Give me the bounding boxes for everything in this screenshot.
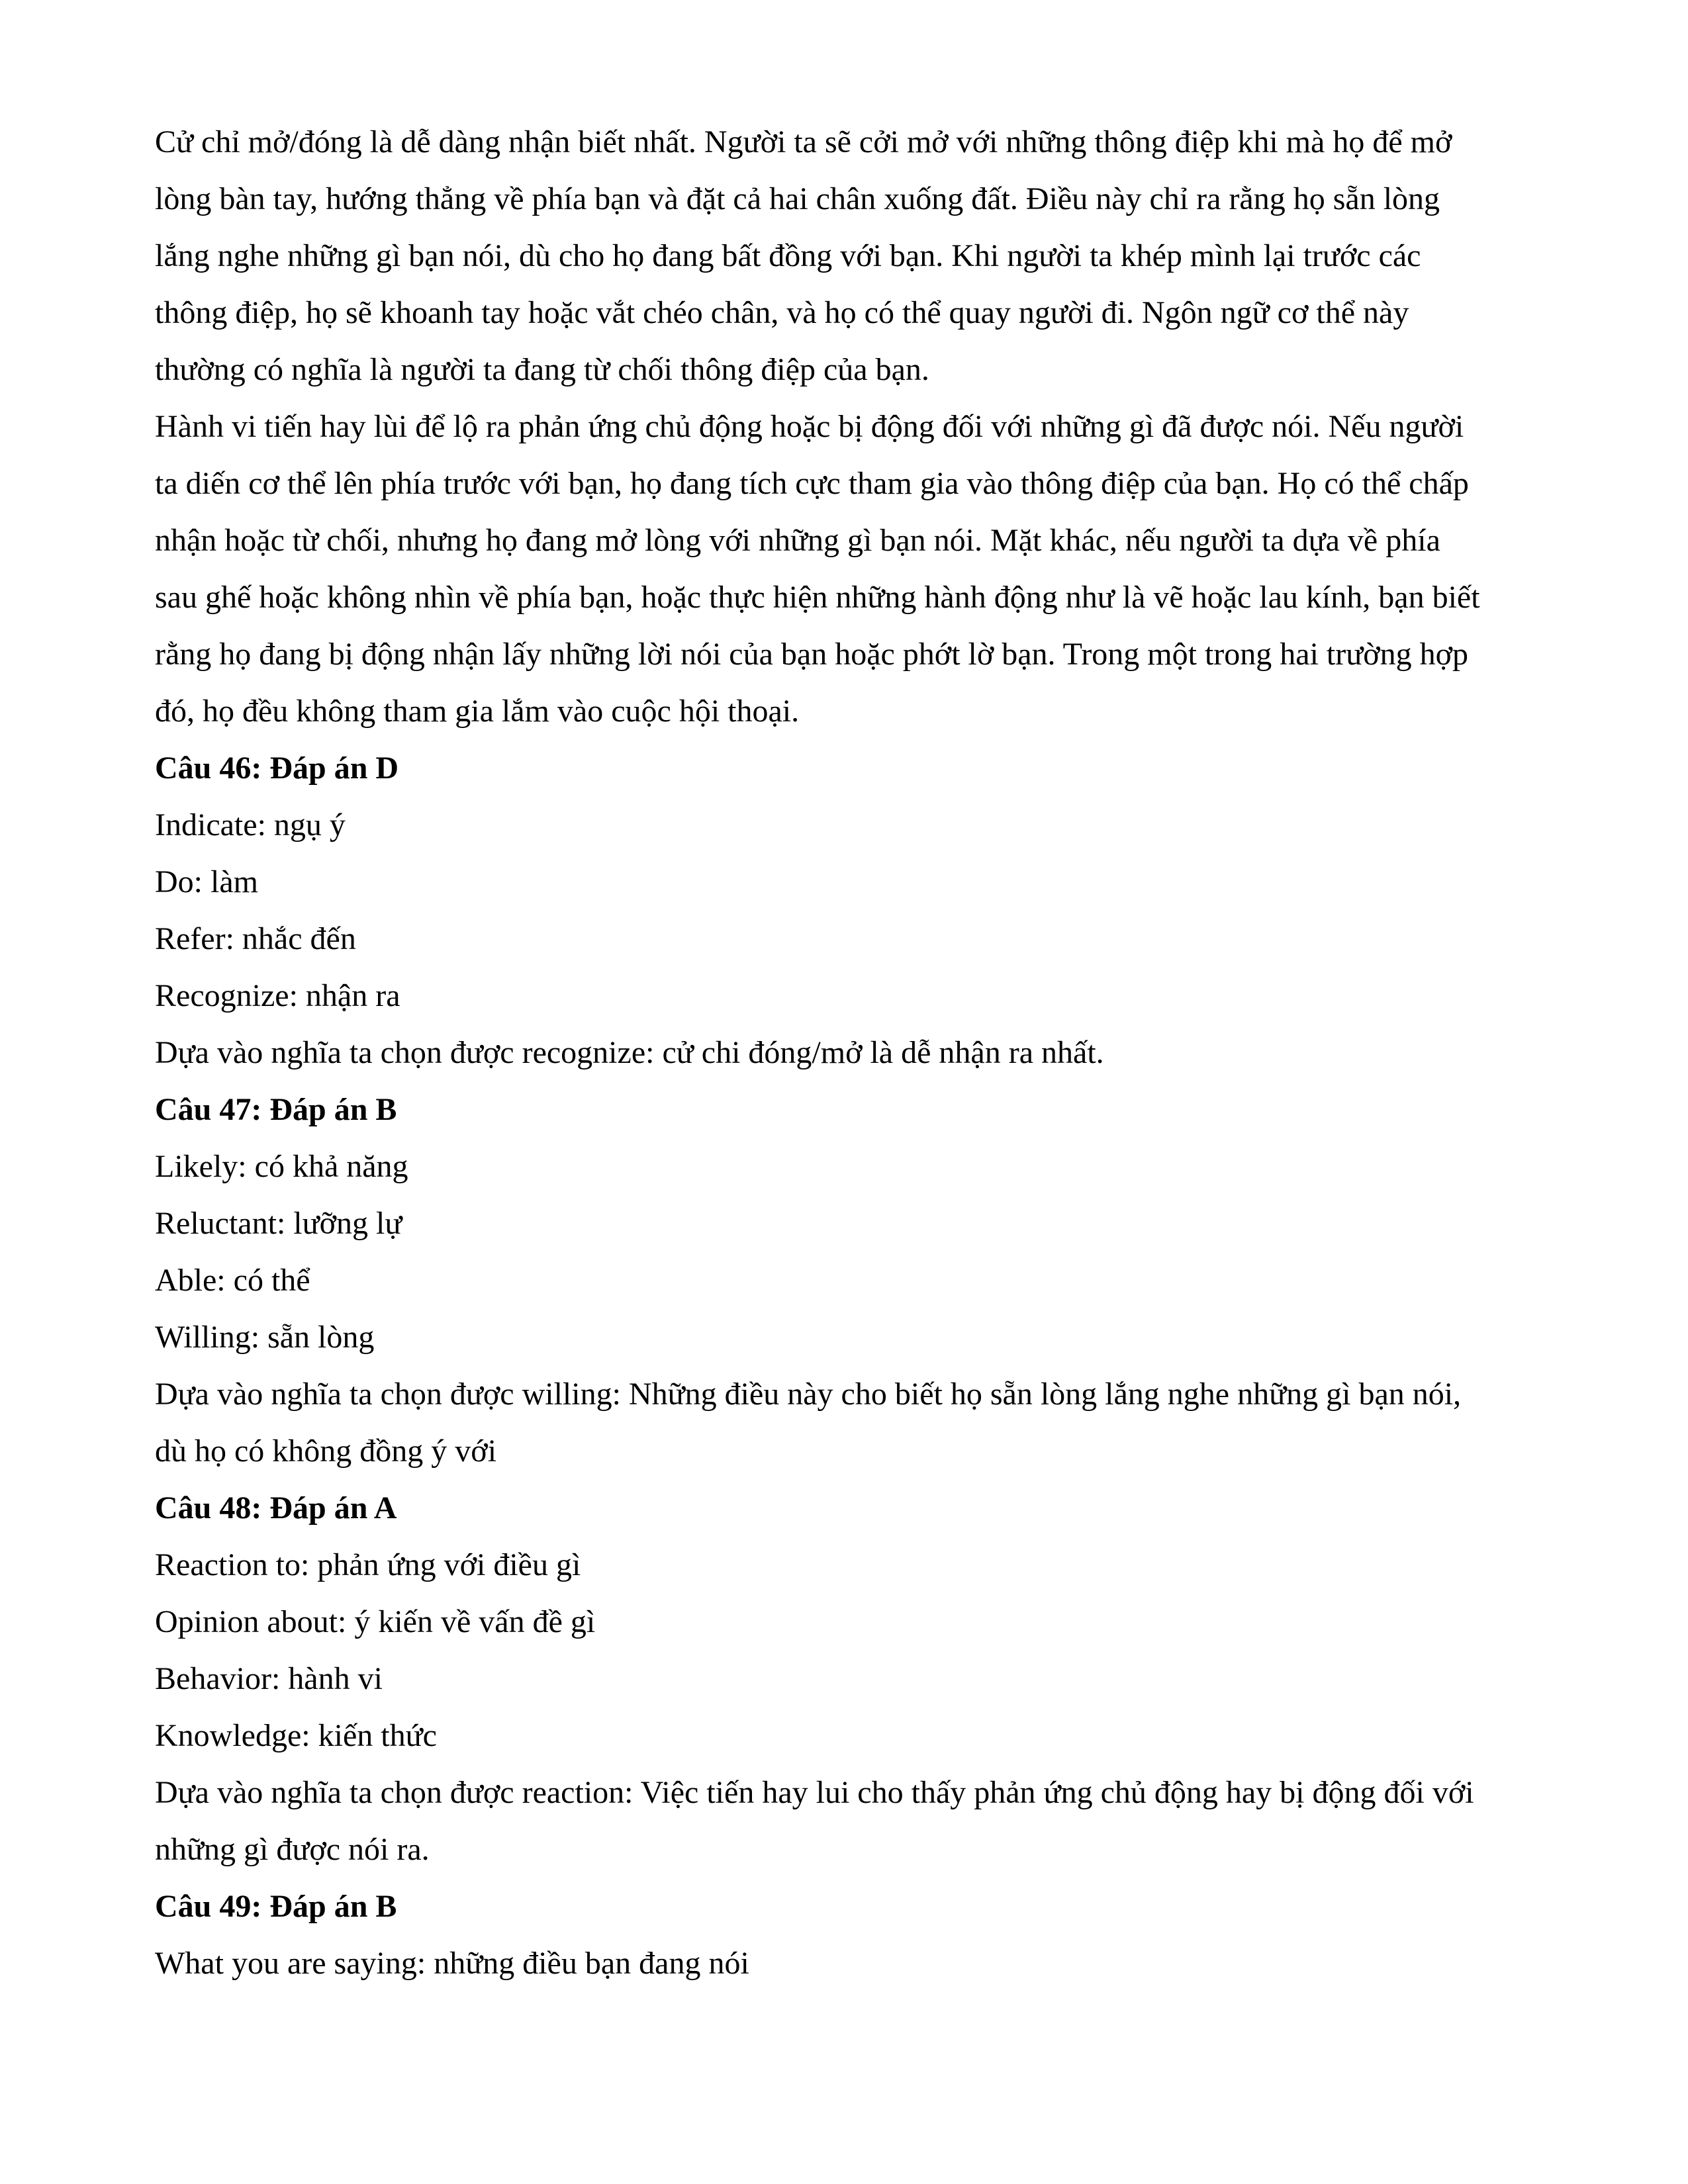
question-48-heading: Câu 48: Đáp án A bbox=[155, 1490, 397, 1525]
q47-explanation: Dựa vào nghĩa ta chọn được willing: Những điều này cho biết họ sẵn lòng lắng nghe những gì bạn nói, dù họ có không đồng ý với bbox=[155, 1377, 1462, 1469]
q46-item: Indicate: ngụ ý bbox=[155, 807, 346, 842]
q46-explanation: Dựa vào nghĩa ta chọn được recognize: cử chi đóng/mở là dễ nhận ra nhất. bbox=[155, 1035, 1104, 1070]
q48-item: Opinion about: ý kiến về vấn đề gì bbox=[155, 1604, 596, 1639]
q46-item: Recognize: nhận ra bbox=[155, 978, 400, 1013]
q46-item: Do: làm bbox=[155, 864, 258, 899]
q49-item: What you are saying: những điều bạn đang nói bbox=[155, 1946, 749, 1981]
q48-item: Behavior: hành vi bbox=[155, 1661, 383, 1696]
q48-explanation: Dựa vào nghĩa ta chọn được reaction: Việc tiến hay lui cho thấy phản ứng chủ động hay bị động đối với những gì được nói ra. bbox=[155, 1775, 1474, 1867]
paragraph-forward-back: Hành vi tiến hay lùi để lộ ra phản ứng chủ động hoặc bị động đối với những gì đã được nói. Nếu người ta diến cơ thể lên phía trước với bạn, họ đang tích cực tham gia vào thông điệp của bạn. Họ có thể chấp nhận hoặc từ chối, nhưng họ đang mở lòng với những gì bạn nói. Mặt khác, nếu người ta dựa về phía sau ghế hoặc không nhìn về phía bạn, hoặc thực hiện những hành động như là vẽ hoặc lau kính, bạn biết rằng họ đang bị động nhận lấy những lời nói của bạn hoặc phớt lờ bạn. Trong một trong hai trường hợp đó, họ đều không tham gia lắm vào cuộc hội thoại. bbox=[155, 409, 1480, 729]
question-46-heading: Câu 46: Đáp án D bbox=[155, 751, 399, 786]
q47-item: Likely: có khả năng bbox=[155, 1149, 408, 1184]
q46-item: Refer: nhắc đến bbox=[155, 921, 356, 956]
q48-item: Reaction to: phản ứng với điều gì bbox=[155, 1547, 581, 1582]
question-47-heading: Câu 47: Đáp án B bbox=[155, 1092, 397, 1127]
paragraph-gestures: Cử chỉ mở/đóng là dễ dàng nhận biết nhất. Người ta sẽ cởi mở với những thông điệp khi mà họ để mở lòng bàn tay, hướng thẳng về phía bạn và đặt cả hai chân xuống đất. Điều này chỉ ra rằng họ sẵn lòng lắng nghe những gì bạn nói, dù cho họ đang bất đồng với bạn. Khi người ta khép mình lại trước các thông điệp, họ sẽ khoanh tay hoặc vắt chéo chân, và họ có thể quay người đi. Ngôn ngữ cơ thể này thường có nghĩa là người ta đang từ chối thông điệp của bạn. bbox=[155, 124, 1452, 387]
q48-item: Knowledge: kiến thức bbox=[155, 1718, 437, 1753]
q47-item: Able: có thể bbox=[155, 1263, 310, 1298]
question-49-heading: Câu 49: Đáp án B bbox=[155, 1889, 397, 1924]
q47-item: Reluctant: lưỡng lự bbox=[155, 1206, 402, 1241]
document-page bbox=[155, 114, 1483, 1992]
q47-item: Willing: sẵn lòng bbox=[155, 1320, 375, 1355]
